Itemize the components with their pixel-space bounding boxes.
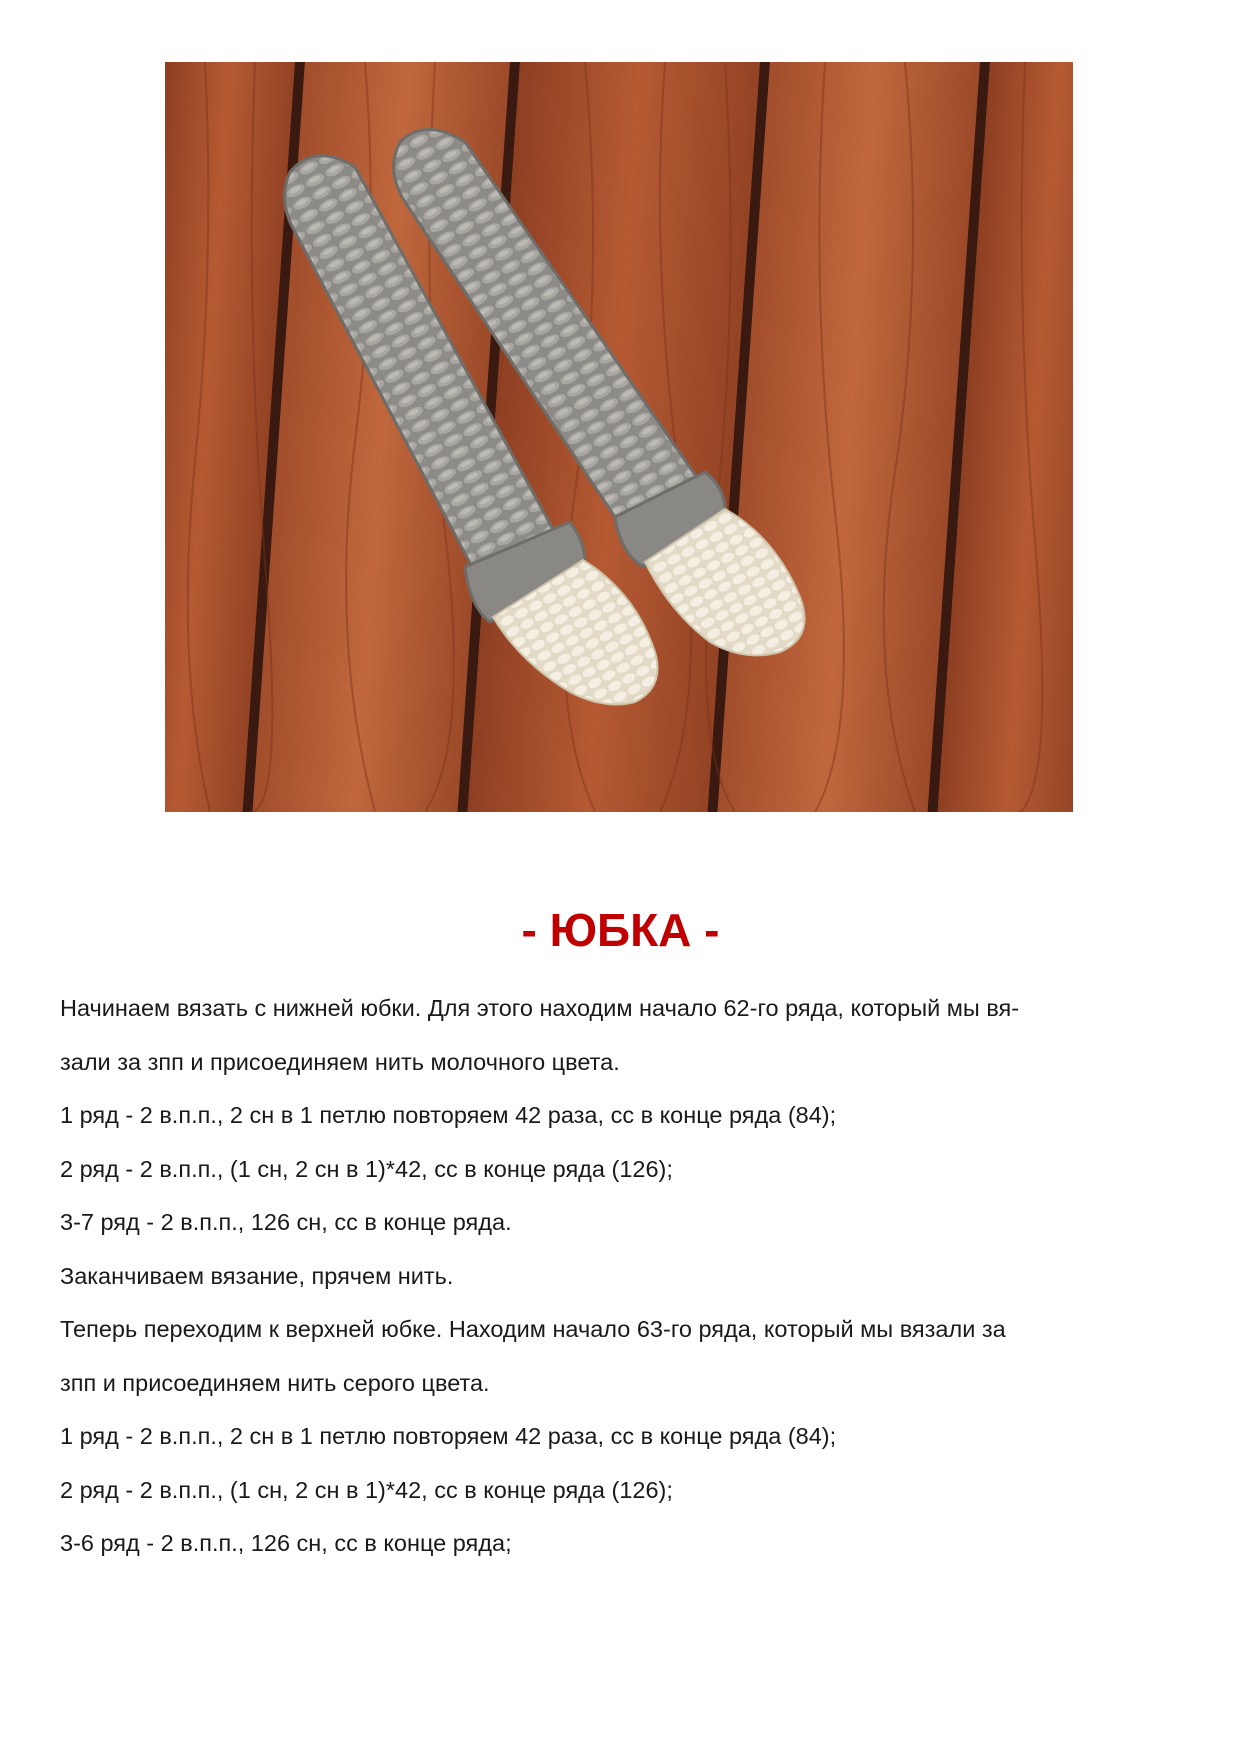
paragraph-line: 3-6 ряд - 2 в.п.п., 126 сн, сс в конце ряда;	[60, 1530, 512, 1556]
paragraph-line: 1 ряд - 2 в.п.п., 2 сн в 1 петлю повторяем 42 раза, сс в конце ряда (84);	[60, 1102, 837, 1128]
paragraph-line: Заканчиваем вязание, прячем нить.	[60, 1262, 454, 1289]
paragraph-line: 2 ряд - 2 в.п.п., (1 сн, 2 сн в 1)*42, сс в конце ряда (126);	[60, 1155, 673, 1182]
paragraph-line: зали за зпп и присоединяем нить молочного цвета.	[60, 1048, 620, 1075]
pattern-instructions	[60, 982, 1180, 1571]
paragraph-line: 3-7 ряд - 2 в.п.п., 126 сн, сс в конце ряда.	[60, 1209, 512, 1235]
crocheted-legs-photo	[165, 62, 1073, 812]
paragraph-line: 2 ряд - 2 в.п.п., (1 сн, 2 сн в 1)*42, сс в конце ряда (126);	[60, 1476, 673, 1503]
paragraph-line: Теперь переходим к верхней юбке. Находим начало 63-го ряда, который мы вязали за	[60, 1316, 1006, 1342]
paragraph-line: зпп и присоединяем нить серого цвета.	[60, 1369, 490, 1396]
page-title: - ЮБКА -	[521, 904, 720, 956]
paragraph-line: 1 ряд - 2 в.п.п., 2 сн в 1 петлю повторяем 42 раза, сс в конце ряда (84);	[60, 1423, 837, 1449]
paragraph-line: Начинаем вязать с нижней юбки. Для этого находим начало 62-го ряда, который мы вя-	[60, 995, 1020, 1021]
